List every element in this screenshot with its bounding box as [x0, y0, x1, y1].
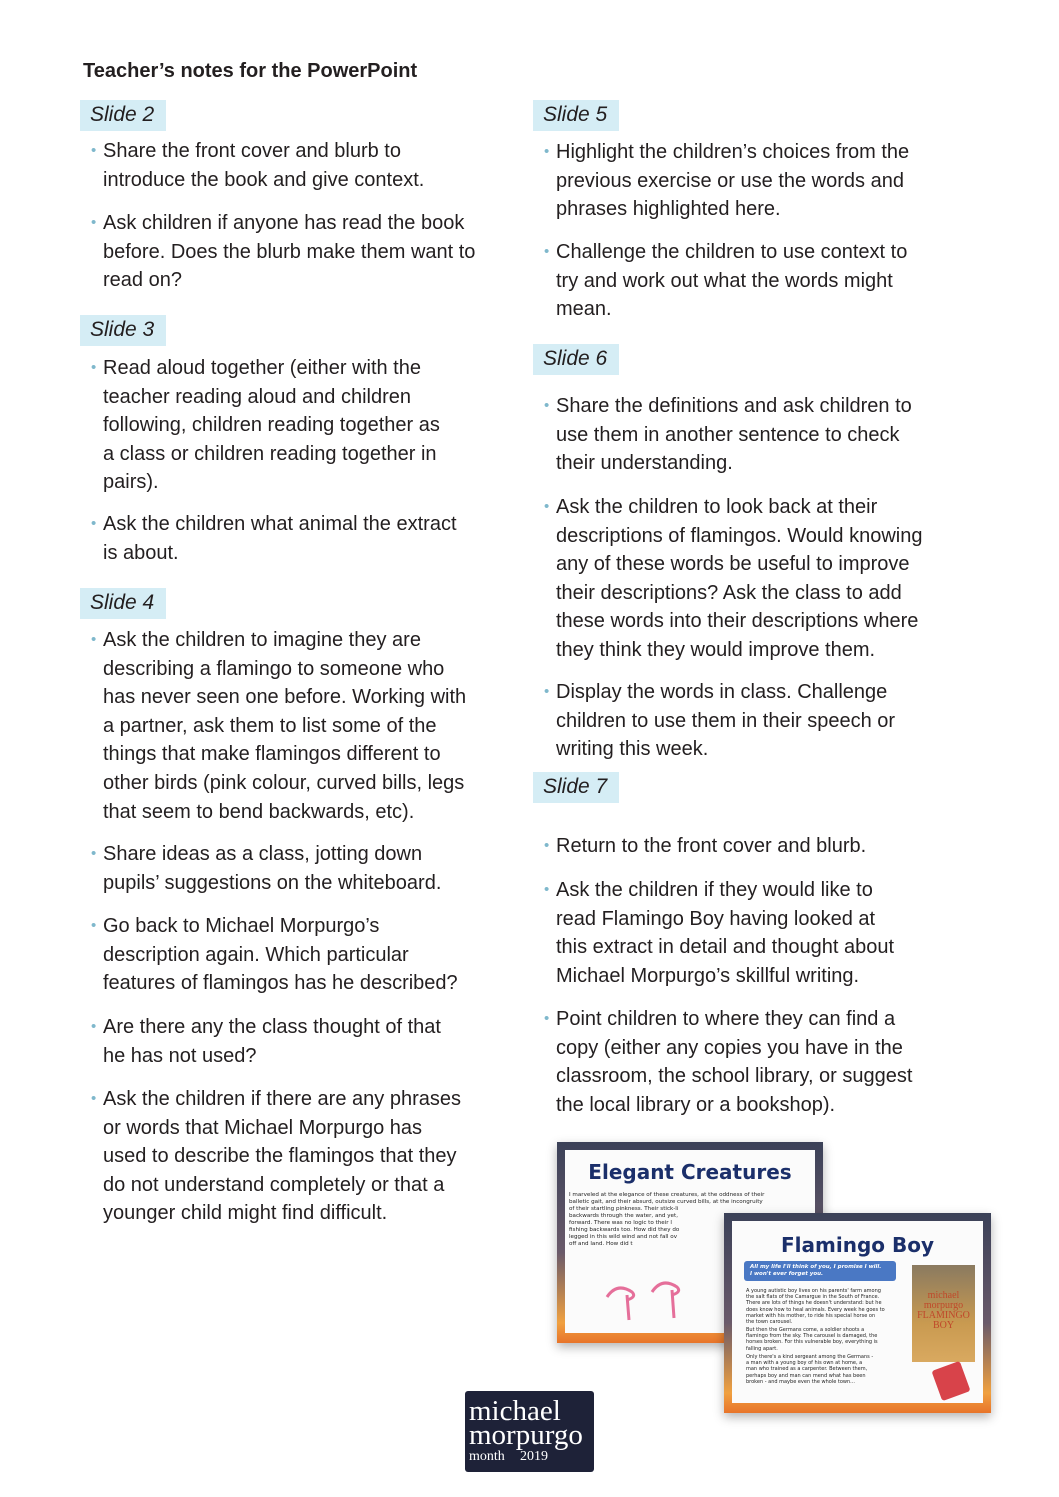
bullet-item: • Share the front cover and blurb to introduce the book and give context. — [103, 137, 424, 194]
slide-heading: Slide 6 — [533, 344, 619, 375]
slide-text: I marveled at the elegance of these creatures, at the oddness of their balletic gait, and their absurd, outsize curved bills, at the incongruity of their startling pinkness. Their stick-li backwards through the water, and yet, forward. There was no logic to their l fishing backwards too. How did they do legged in this wild wind and not fall ov off and land. How did t — [569, 1192, 765, 1247]
bullet-item: • Display the words in class. Challenge children to use them in their speech or writing this week. — [556, 678, 895, 764]
logo-year: 2019 — [520, 1449, 548, 1464]
slide-title: Flamingo Boy — [781, 1233, 934, 1257]
bullet-item: • Challenge the children to use context to try and work out what the words might mean. — [556, 238, 907, 324]
slide-heading: Slide 2 — [80, 100, 166, 131]
bullet-item: • Ask the children to look back at their descriptions of flamingos. Would knowing any of these words be useful to improve their descriptions? Ask the class to add these words into their descriptions where they think they would improve them. — [556, 493, 922, 665]
bullet-item: • Share the definitions and ask children to use them in another sentence to check their understanding. — [556, 392, 912, 478]
book-cover: michael morpurgo FLAMINGO BOY — [912, 1265, 975, 1362]
slide-para-1: A young autistic boy lives on his parents' farm among the salt flats of the Camargue in the South of France. There are lots of things he doesn't understand: but he does know how to heal animals. Every week he goes to market with his mother, to ride his special horse on the town carousel. — [746, 1288, 885, 1326]
bullet-item: • Ask children if anyone has read the book before. Does the blurb make them want to read on? — [103, 209, 475, 295]
bullet-item: • Ask the children to imagine they are describing a flamingo to someone who has never seen one before. Working with a partner, ask them to list some of the things that make flamingos different to other birds (pink colour, curved bills, legs that seem to bend backwards, etc). — [103, 626, 466, 826]
page-title: Teacher’s notes for the PowerPoint — [83, 60, 418, 82]
slide-para-3: Only there's a kind sergeant among the Germans - a man with a young boy of his own at home, a man who trained as a carpenter. Between them, perhaps boy and man can mend what has been broken - and maybe even the whole town... — [746, 1354, 874, 1385]
slide-heading: Slide 4 — [80, 588, 166, 619]
bullet-item: • Are there any the class thought of that he has not used? — [103, 1013, 441, 1070]
flamingo-illustration — [597, 1267, 697, 1327]
logo-text: morpurgo — [469, 1419, 583, 1451]
bullet-item: • Ask the children if there are any phrases or words that Michael Morpurgo has used to describe the flamingos that they do not understand completely or that a younger child might find difficult. — [103, 1085, 461, 1228]
slide-thumbnail-flamingo-boy — [724, 1213, 991, 1413]
bullet-item: • Share ideas as a class, jotting down pupils’ suggestions on the whiteboard. — [103, 840, 441, 897]
slide-para-2: But then the Germans come, a soldier shoots a flamingo from the sky. The carousel is damaged, the horses broken. For this vulnerable boy, everything is falling apart. — [746, 1327, 878, 1352]
bullet-item: • Highlight the children’s choices from the previous exercise or use the words and phrases highlighted here. — [556, 138, 909, 224]
logo-text: michael — [469, 1395, 561, 1427]
slide-heading: Slide 3 — [80, 315, 166, 346]
michael-morpurgo-month-logo — [465, 1391, 594, 1472]
slide-heading: Slide 7 — [533, 772, 619, 803]
bullet-item: • Read aloud together (either with the teacher reading aloud and children following, children reading together as a class or children reading together in pairs). — [103, 354, 440, 497]
logo-text: month — [469, 1449, 505, 1464]
bullet-item: • Ask the children if they would like to read Flamingo Boy having looked at this extract in detail and thought about Michael Morpurgo’s skillful writing. — [556, 876, 894, 990]
bullet-item: • Point children to where they can find a copy (either any copies you have in the classroom, the school library, or suggest the local library or a bookshop). — [556, 1005, 912, 1119]
bullet-item: • Go back to Michael Morpurgo’s description again. Which particular features of flamingos has he described? — [103, 912, 458, 998]
bullet-item: • Ask the children what animal the extract is about. — [103, 510, 457, 567]
slide-quote: All my life I'll think of you, I promise I will. I won't ever forget you. — [744, 1261, 896, 1281]
slide-heading: Slide 5 — [533, 100, 619, 131]
slide-title: Elegant Creatures — [588, 1160, 792, 1184]
bullet-item: • Return to the front cover and blurb. — [556, 832, 866, 861]
